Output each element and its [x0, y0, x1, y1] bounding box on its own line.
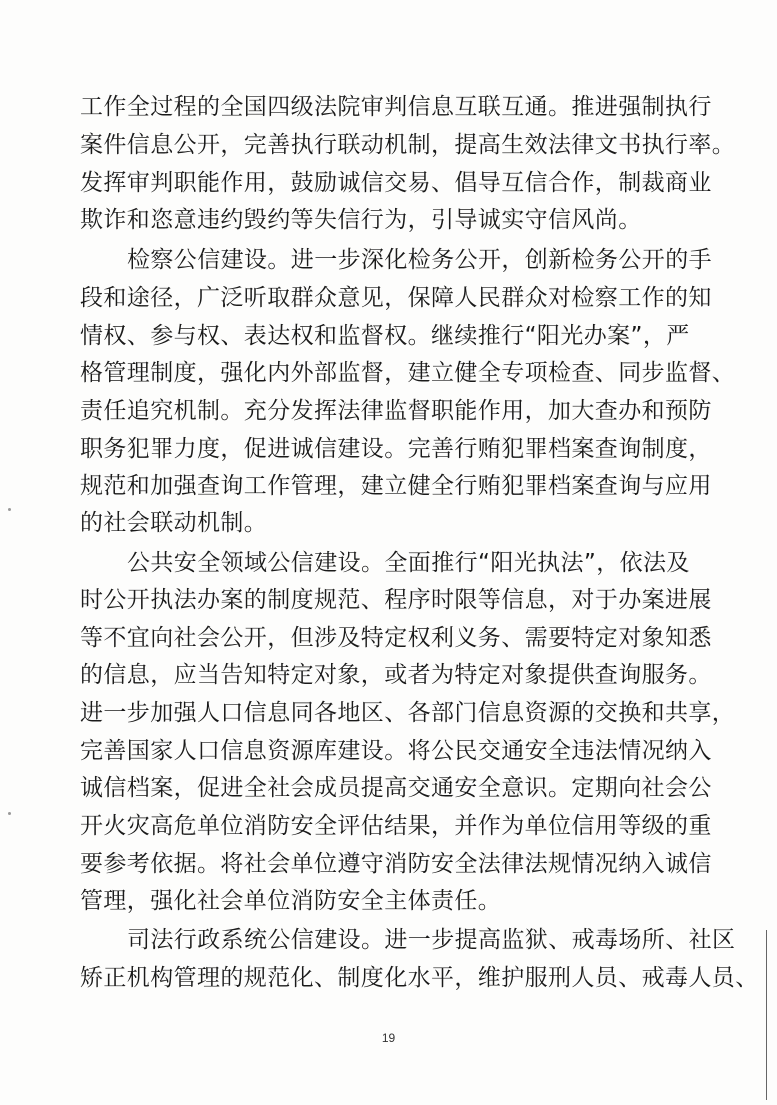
page-number: 19 — [381, 1031, 396, 1045]
paragraph-first-line: 司法行政系统公信建设。进一步提高监狱、戒毒场所、社区 — [127, 927, 736, 953]
text-line: 开火灾高危单位消防安全评估结果，并作为单位信用等级的重 — [80, 813, 712, 839]
text-line: 工作全过程的全国四级法院审判信息互联互通。推进强制执行 — [80, 94, 712, 120]
text-line: 发挥审判职能作用，鼓励诚信交易、倡导互信合作，制裁商业 — [80, 170, 712, 196]
text-line: 管理，强化社会单位消防安全主体责任。 — [80, 888, 502, 914]
text-line: 等不宜向社会公开，但涉及特定权利义务、需要特定对象知悉 — [80, 625, 712, 651]
text-line: 案件信息公开，完善执行联动机制，提高生效法律文书执行率。 — [80, 132, 736, 158]
text-line: 时公开执法办案的制度规范、程序时限等信息，对于办案进展 — [80, 587, 712, 613]
text-line: 格管理制度，强化内外部监督，建立健全专项检查、同步监督、 — [80, 360, 736, 386]
text-line: 段和途径，广泛听取群众意见，保障人民群众对检察工作的知 — [80, 285, 712, 311]
text-line: 完善国家人口信息资源库建设。将公民交通安全违法情况纳入 — [80, 738, 712, 764]
scan-edge-mark — [766, 930, 767, 1100]
text-line: 矫正机构管理的规范化、制度化水平，维护服刑人员、戒毒人员、 — [80, 965, 759, 991]
text-line: 的信息，应当告知特定对象，或者为特定对象提供查询服务。 — [80, 662, 712, 688]
paragraph-first-line: 检察公信建设。进一步深化检务公开，创新检务公开的手 — [127, 247, 712, 273]
scan-speck — [8, 812, 11, 815]
scan-speck — [8, 508, 11, 511]
paragraph-first-line: 公共安全领域公信建设。全面推行“阳光执法”，依法及 — [127, 550, 690, 576]
text-line: 进一步加强人口信息同各地区、各部门信息资源的交换和共享， — [80, 700, 736, 726]
text-line: 要参考依据。将社会单位遵守消防安全法律法规情况纳入诚信 — [80, 851, 712, 877]
text-line: 的社会联动机制。 — [80, 510, 268, 536]
text-line: 规范和加强查询工作管理，建立健全行贿犯罪档案查询与应用 — [80, 473, 712, 499]
text-line: 情权、参与权、表达权和监督权。继续推行“阳光办案”，严 — [80, 323, 690, 349]
text-line: 责任追究机制。充分发挥法律监督职能作用，加大查办和预防 — [80, 398, 712, 424]
text-line: 职务犯罪力度，促进诚信建设。完善行贿犯罪档案查询制度， — [80, 436, 712, 462]
text-line: 诚信档案，促进全社会成员提高交通安全意识。定期向社会公 — [80, 775, 712, 801]
text-line: 欺诈和恣意违约毁约等失信行为，引导诚实守信风尚。 — [80, 207, 642, 233]
